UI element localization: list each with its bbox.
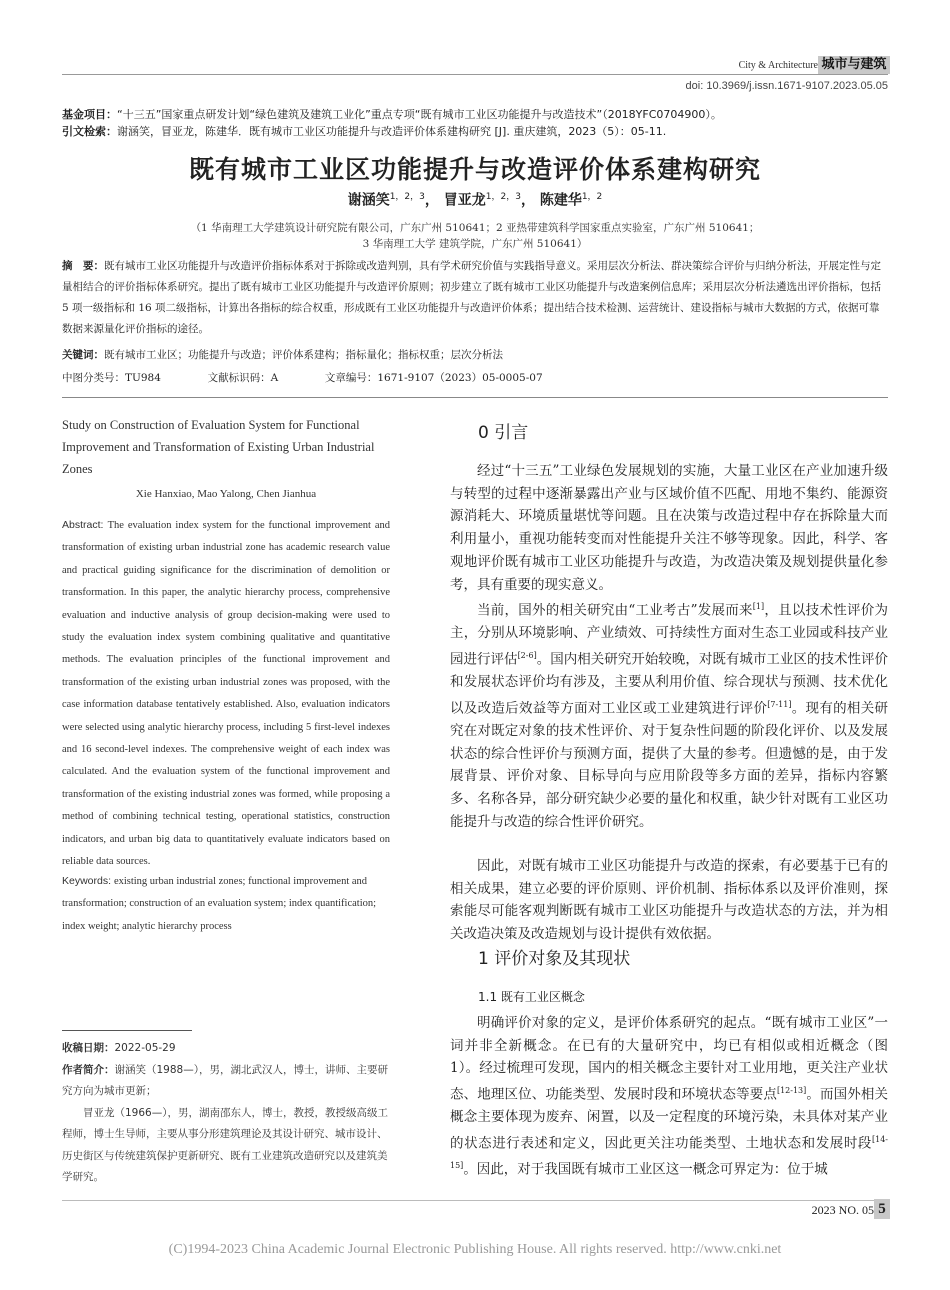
section-heading-0: 0 引言 — [478, 423, 529, 443]
journal-name-cn: 城市与建筑 — [818, 56, 890, 74]
body-paragraph-1: 经过“十三五”工业绿色发展规划的实施，大量工业区在产业加速升级与转型的过程中逐渐暴露出产业与区域价值不匹配、用地不集约、能源资源消耗大、环境质量堪忧等问题。且在决策与改造过程中存在拆除量大而利用量小，重视功能转变而对性能提升关注不够等现象。因此，科学、客观地评价既有城市工业区功能提升与改造，为改造决策及规划提供量化参考，具有重要的现实意义。 — [450, 463, 888, 593]
header-rule — [62, 74, 888, 75]
citation: [12-13] — [776, 1086, 807, 1096]
author-separator: ， — [520, 192, 535, 209]
english-keywords — [62, 870, 390, 938]
abstract-cn-label: 摘 要： — [62, 260, 104, 272]
page-number: 5 — [874, 1199, 890, 1219]
english-authors: Xie Hanxiao, Mao Yalong, Chen Jianhua — [135, 488, 317, 500]
english-abstract — [62, 514, 390, 874]
section-heading-1: 1 评价对象及其现状 — [478, 949, 631, 969]
clc-label: 中图分类号： — [62, 372, 125, 384]
received-date: 收稿日期：2022-05-29 — [62, 1042, 176, 1054]
issue-number: 2023 NO. 05 — [811, 1203, 874, 1217]
subsection-heading-1-1: 1.1 既有工业区概念 — [478, 990, 585, 1004]
author-bio-1: 作者简介：谢涵笑（1988—），男，湖北武汉人，博士，讲师、主要研究方向为城市更新； — [62, 1063, 388, 1097]
fund-text: “十三五”国家重点研发计划“绿色建筑及建筑工业化”重点专项“既有城市工业区功能提升与改造技术”（2018YFC0704900）。 — [117, 108, 722, 121]
english-abstract-label: Abstract: — [62, 519, 108, 531]
footnotes — [62, 1038, 392, 1189]
author-affil-sup: 1，2 — [581, 192, 603, 202]
author-separator: ， — [424, 192, 439, 209]
body-paragraph-4: 明确评价对象的定义，是评价体系研究的起点。“既有城市工业区”一词并非全新概念。在已有的大量研究中，均已有相似或相近概念（图 1）。经过梳理可发现，国内的相关概念主要针对工业用地，更关注产业状态、地理区位、功能类型、发展时段和环境状态等要点[12-13]。而国外相关概念主要体现为废弃、闲置，以及一定程度的环境污染，未具体对某产业的状态进行表述和定义，因此更关注功能类型、土地状态和发展时段[14-15]。因此，对于我国既有城市工业区这一概念可界定为：位于城 — [450, 1015, 889, 1178]
citation: [7-11] — [767, 699, 792, 709]
copyright-watermark: (C)1994-2023 China Academic Journal Electronic Publishing House. All rights reserved. http://www.cnki.net — [168, 1242, 782, 1257]
affiliation-line: （1 华南理工大学建筑设计研究院有限公司，广东广州 510641；2 亚热带建筑科学国家重点实验室，广东广州 510641； — [190, 222, 760, 234]
keywords-cn — [62, 347, 503, 362]
keywords-cn-label: 关键词： — [62, 349, 104, 361]
journal-name-en: City & Architecture — [738, 60, 818, 71]
abstract-cn — [62, 256, 888, 340]
affiliation-line: 3 华南理工大学 建筑学院，广东广州 510641） — [362, 238, 588, 250]
doc-code-value: A — [270, 372, 279, 384]
doi: doi: 10.3969/j.issn.1671-9107.2023.05.05 — [685, 80, 888, 92]
english-title: Study on Construction of Evaluation System for Functional Improvement and Transformation of Existing Urban Industrial Zones — [62, 418, 375, 476]
english-abstract-text: The evaluation index system for the functional improvement and transformation of existing urban industrial zone has academic research value and practical guiding significance for the discrimination of demolition or transformation. In this paper, the analytic hierarchy process, comprehensive evaluation and inductive analysis of group decision-making were used to study the evaluation index system combining qualitative and quantitative methods. The evaluation principles of the functional improvement and transformation of the existing urban industrial zones was proposed, with the case information database tentatively established. Also, evaluation indicators were selected using analytic hierarchy process, including 5 first-level indexes and 16 second-level indexes. The comprehensive weight of each index was calculated. And the evaluation system of the functional improvement and transformation of the existing industrial zones was formed, while proposing a method of combining technical testing, operational statistics, construction indicators, and urban big data to quantitatively evaluate indicators based on reliable data sources. — [62, 520, 390, 868]
footer-rule — [62, 1200, 888, 1201]
fund-label: 基金项目： — [62, 108, 117, 121]
cite-line — [62, 123, 666, 139]
citation: [14-15] — [450, 1135, 888, 1171]
english-keywords-text: existing urban industrial zones; functional improvement and transformation; construction of an evaluation system; index quantification; index weight; analytic hierarchy process — [62, 876, 377, 932]
author-affil-sup: 1，2，3 — [485, 192, 521, 202]
classification-line — [62, 370, 543, 385]
cite-text: 谢涵笑，冒亚龙，陈建华．既有城市工业区功能提升与改造评价体系建构研究 [J]. 重庆建筑，2023（5）：05-11. — [117, 125, 667, 138]
author-bio-2: 冒亚龙（1966—），男，湖南邵东人，博士，教授，教授级高级工程师，博士生导师，主要从事分形建筑理论及其设计研究、城市设计、历史街区与传统建筑保护更新研究、既有工业建筑改造研究以及建筑美学研究。 — [62, 1106, 388, 1183]
english-keywords-label: Keywords: — [62, 875, 114, 887]
cite-label: 引文检索： — [62, 125, 117, 138]
clc-value: TU984 — [125, 372, 161, 384]
body-paragraph-2: 当前，国外的相关研究由“工业考古”发展而来[1]，且以技术性评价为主，分别从环境影响、产业绩效、可持续性方面对生态工业园或科技产业园进行评估[2-6]。国内相关研究开始较晚，对既有城市工业区的技术性评价和发展状态评价均有涉及，主要从利用价值、综合现状与预测、技术优化以及改造后效益等方面对工业区或工业建筑进行评价[7-11]。现有的相关研究在对既定对象的技术性评价、对于复杂性问题的阶段化评价、以及发展状态的综合性评价与预测方面，提供了大量的参考。但遗憾的是，由于发展背景、评价对象、目标导向与应用阶段等多方面的差异，指标内容繁多、名称各异，部分研究缺少必要的量化和权重，缺少针对既有工业区功能提升与改造的综合性评价研究。 — [450, 602, 889, 830]
fund-line — [62, 106, 722, 122]
author-name: 陈建华 — [539, 192, 582, 209]
keywords-cn-text: 既有城市工业区；功能提升与改造；评价体系建构；指标量化；指标权重；层次分析法 — [104, 349, 503, 361]
doc-code-label: 文献标识码： — [207, 372, 271, 384]
author-name: 冒亚龙 — [443, 192, 486, 209]
section-divider — [62, 397, 888, 398]
author-affil-sup: 1，2，3 — [389, 192, 425, 202]
citation: [1] — [752, 602, 765, 611]
abstract-cn-text: 既有城市工业区功能提升与改造评价指标体系对于拆除或改造判别，具有学术研究价值与实践指导意义。采用层次分析法、群决策综合评价与归纳分析法，开展定性与定量相结合的评价指标体系研究。提出了既有城市工业区功能提升与改造评价原则；初步建立了既有城市工业区功能提升与改造案例信息库；采用层次分析法遴选出评价指标，包括 5 项一级指标和 16 项二级指标，计算出各指标的综合权重，形成既有工业区功能提升与改造评价体系；提出结合技术检测、运营统计、建设指标与城市大数据的方式，依据可靠数据来源量化评价指标的途径。 — [62, 260, 881, 335]
author-list — [0, 189, 950, 210]
citation: [2-6] — [517, 650, 537, 660]
article-no-label: 文章编号： — [324, 372, 378, 384]
paper-title: 既有城市工业区功能提升与改造评价体系建构研究 — [188, 155, 761, 184]
article-no-value: 1671-9107（2023）05-0005-07 — [377, 372, 543, 384]
author-name: 谢涵笑 — [347, 192, 390, 209]
body-paragraph-3: 因此，对既有城市工业区功能提升与改造的探索，有必要基于已有的相关成果，建立必要的评价原则、评价机制、指标体系以及评价准则，探索能尽可能客观判断既有城市工业区功能提升与改造状态的方法，并为相关改造决策及改造规划与设计提供有效依据。 — [450, 858, 888, 943]
footnote-rule — [62, 1030, 192, 1031]
